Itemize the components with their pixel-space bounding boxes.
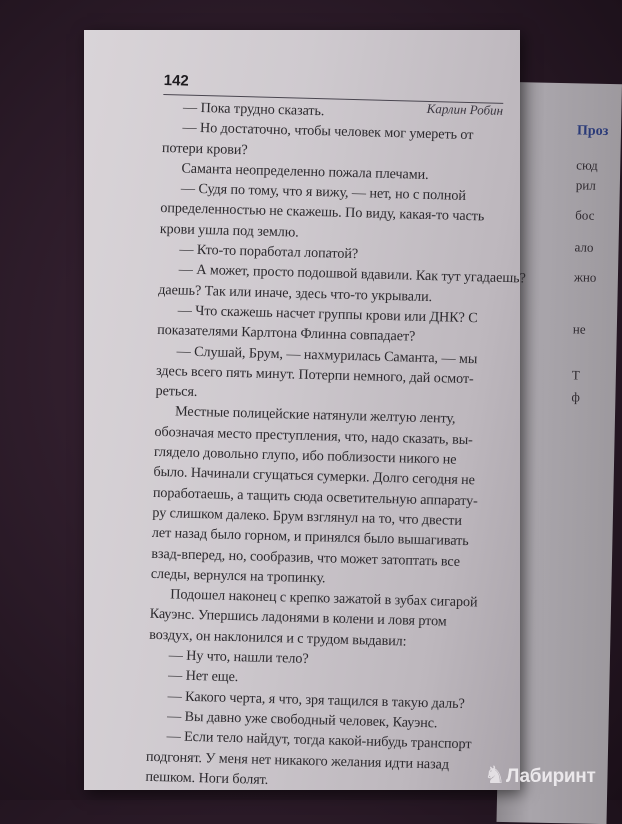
text-line: воздух, он наклонился и с трудом выдавил: [149, 626, 407, 650]
text-line: даешь? Так или иначе, здесь что-то укрывали. [158, 281, 433, 305]
text-line: — Если тело найдут, тогда какой-нибудь транспорт [166, 728, 472, 753]
watermark-text: Лабиринт [506, 766, 596, 787]
running-head: Карлин Робин [426, 100, 504, 118]
text-line: реться. [155, 383, 198, 401]
text-line: поработаешь, а тащить сюда осветительную аппарату- [152, 484, 478, 509]
text-line: — А может, просто подошвой вдавили. Как тут угадаешь? [178, 261, 526, 287]
text-line: — Но достаточно, чтобы человек мог умереть от [182, 119, 474, 144]
text-line: подгонят. У меня нет никакого желания идти назад [145, 748, 450, 773]
text-line: потери крови? [161, 139, 248, 158]
text-line: — Что скажешь насчет группы крови или ДНК? С [177, 302, 478, 327]
text-line: Подошел наконец с крепко зажатой в зубах сигарой [170, 586, 478, 611]
text-line: — Пока трудно сказать. [182, 99, 325, 120]
text-line: пешком. Ноги болят. [145, 768, 269, 788]
facing-page-fragment: ало [574, 239, 594, 255]
text-line: — Слушай, Брум, — нахмурилась Саманта, — мы [176, 342, 478, 367]
text-body [145, 97, 526, 796]
facing-page-fragment: рил [575, 177, 596, 193]
text-line: Саманта неопределенно пожала плечами. [181, 160, 429, 183]
text-line: Местные полицейские натянули желтую ленту, [174, 403, 456, 428]
text-line: обозначая место преступления, что, надо сказать, вы- [154, 423, 473, 448]
text-line: — Какого черта, я что, зря тащился в такую даль? [167, 687, 465, 712]
text-line: здесь всего пять минут. Потерпи немного, дай осмот- [155, 362, 474, 388]
text-line: ру слишком далеко. Брум взглянул на то, что двести [152, 504, 463, 529]
facing-page-fragment: Т [571, 367, 580, 383]
labirint-logo-icon: ♞ [484, 761, 506, 789]
facing-page-fragment: жно [573, 269, 597, 285]
page-content [145, 70, 526, 796]
text-line: следы, вернулся на тропинку. [150, 565, 326, 587]
text-line: крови ушла под землю. [159, 220, 299, 241]
text-line: — Нет еще. [167, 667, 239, 686]
facing-page-fragment: сюд [576, 157, 598, 173]
text-line: глядело довольно глупо, ибо поблизости никого не [153, 443, 457, 468]
watermark [484, 760, 604, 794]
text-line: — Ну что, нашли тело? [168, 647, 309, 667]
text-line: было. Начинали сгущаться сумерки. Долго сегодня не [153, 464, 476, 489]
text-line: определенностью не скажешь. По виду, какая-то часть [160, 200, 485, 225]
text-line: — Кто-то поработал лопатой? [179, 241, 359, 263]
facing-page-fragment: не [572, 321, 586, 337]
text-line: лет назад было горном, и принялся было вышагивать [151, 525, 469, 550]
text-line: показателями Карлтона Флинна совпадает? [156, 322, 416, 345]
text-line: — Вы давно уже свободный человек, Кауэнс. [166, 708, 438, 732]
facing-page-fragment: ф [571, 389, 581, 405]
facing-page-fragment: бос [575, 207, 595, 223]
facing-page-fragment: Проз [576, 123, 609, 140]
text-line: — Судя по тому, что я вижу, — нет, но с полной [180, 180, 467, 205]
text-line: Кауэнс. Упершись ладонями в колени и ловя ртом [149, 606, 447, 631]
page-number: 142 [163, 71, 189, 90]
text-line: взад-вперед, но, сообразив, что может затоптать все [151, 545, 461, 570]
